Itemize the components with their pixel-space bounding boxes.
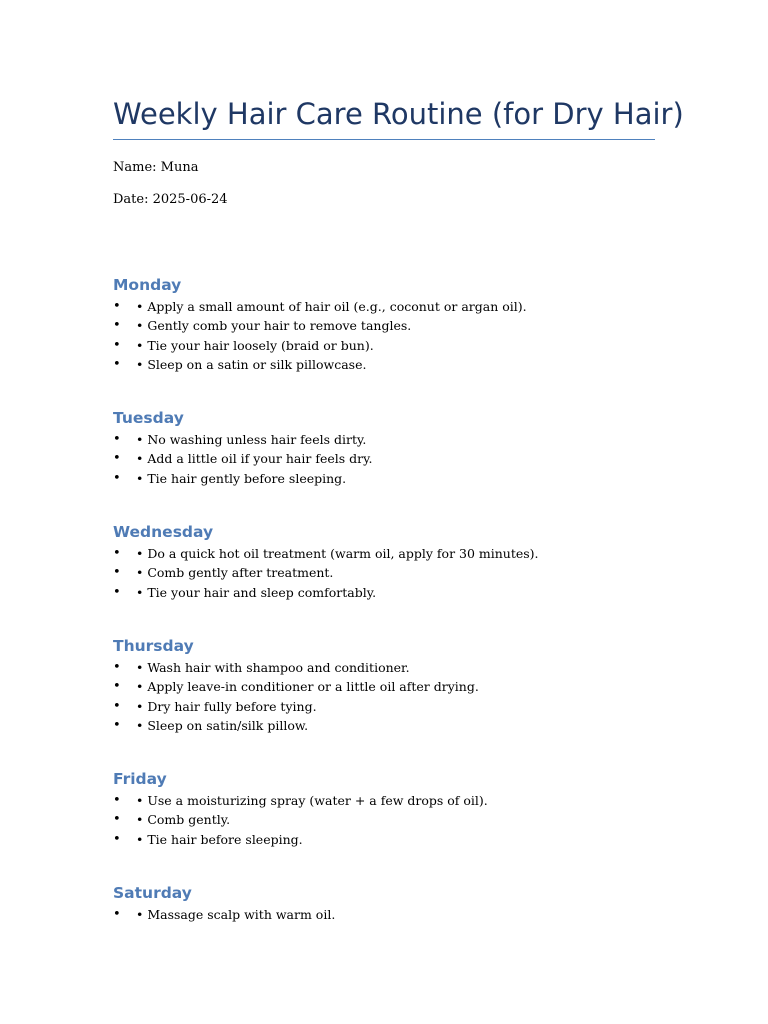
task-list — [113, 791, 673, 849]
task-text: • Tie hair before sleeping. — [136, 831, 303, 847]
bullet-icon: • — [113, 793, 121, 808]
task-item — [113, 810, 673, 829]
task-text: • No washing unless hair feels dirty. — [136, 432, 367, 447]
bullet-icon: • — [113, 470, 121, 486]
task-text: • Tie your hair loosely (braid or bun). — [136, 337, 374, 353]
task-item — [113, 430, 673, 449]
bullet-icon: • — [113, 546, 121, 561]
task-item — [113, 297, 673, 316]
day-heading: Tuesday — [113, 409, 184, 427]
task-text: • Do a quick hot oil treatment (warm oil, apply for 30 minutes). — [136, 546, 539, 561]
bullet-icon: • — [113, 660, 121, 675]
bullet-icon: • — [113, 451, 121, 467]
day-section-tuesday — [113, 407, 673, 488]
name-line: Name: Muna — [113, 160, 199, 175]
task-text: • Massage scalp with warm oil. — [136, 907, 336, 922]
task-text: • Dry hair fully before tying. — [136, 698, 317, 714]
day-heading: Thursday — [113, 637, 194, 655]
day-section-saturday — [113, 882, 673, 924]
task-text: • Apply leave-in conditioner or a little oil after drying. — [136, 679, 479, 695]
date-line: Date: 2025-06-24 — [113, 192, 228, 207]
bullet-icon: • — [113, 812, 121, 828]
day-heading: Wednesday — [113, 523, 214, 541]
task-text: • Sleep on a satin or silk pillowcase. — [136, 356, 367, 372]
task-item — [113, 830, 673, 849]
task-text: • Add a little oil if your hair feels dry. — [136, 451, 373, 467]
task-item — [113, 583, 673, 602]
task-item — [113, 905, 673, 924]
task-item — [113, 449, 673, 468]
bullet-icon: • — [113, 565, 121, 581]
task-item — [113, 716, 673, 735]
task-item — [113, 658, 673, 677]
task-item — [113, 791, 673, 810]
bullet-icon: • — [113, 318, 121, 334]
task-list — [113, 905, 673, 924]
task-text: • Use a moisturizing spray (water + a few drops of oil). — [136, 793, 488, 808]
task-text: • Tie hair gently before sleeping. — [136, 470, 347, 486]
title-underline — [113, 139, 655, 140]
day-heading: Monday — [113, 276, 182, 294]
bullet-icon: • — [113, 299, 121, 314]
task-item — [113, 469, 673, 488]
day-section-monday — [113, 274, 673, 374]
document-title: Weekly Hair Care Routine (for Dry Hair) — [113, 97, 684, 131]
task-item — [113, 677, 673, 696]
bullet-icon: • — [113, 584, 121, 600]
task-text: • Gently comb your hair to remove tangles. — [136, 318, 412, 334]
task-list — [113, 297, 673, 374]
bullet-icon: • — [113, 337, 121, 353]
task-item — [113, 697, 673, 716]
task-text: • Apply a small amount of hair oil (e.g., coconut or argan oil). — [136, 299, 527, 314]
task-item — [113, 316, 673, 335]
task-text: • Wash hair with shampoo and conditioner. — [136, 660, 410, 675]
day-section-wednesday — [113, 521, 673, 602]
task-item — [113, 563, 673, 582]
task-item — [113, 544, 673, 563]
task-text: • Comb gently after treatment. — [136, 565, 334, 581]
bullet-icon: • — [113, 356, 121, 372]
task-text: • Comb gently. — [136, 812, 231, 828]
bullet-icon: • — [113, 717, 121, 733]
day-section-friday — [113, 768, 673, 849]
bullet-icon: • — [113, 907, 121, 922]
bullet-icon: • — [113, 432, 121, 447]
task-list — [113, 430, 673, 488]
bullet-icon: • — [113, 831, 121, 847]
task-list — [113, 544, 673, 602]
day-heading: Friday — [113, 770, 167, 788]
day-section-thursday — [113, 635, 673, 735]
task-item — [113, 355, 673, 374]
task-text: • Sleep on satin/silk pillow. — [136, 717, 309, 733]
task-text: • Tie your hair and sleep comfortably. — [136, 584, 377, 600]
day-heading: Saturday — [113, 884, 192, 902]
task-item — [113, 336, 673, 355]
bullet-icon: • — [113, 679, 121, 695]
task-list — [113, 658, 673, 735]
bullet-icon: • — [113, 698, 121, 714]
